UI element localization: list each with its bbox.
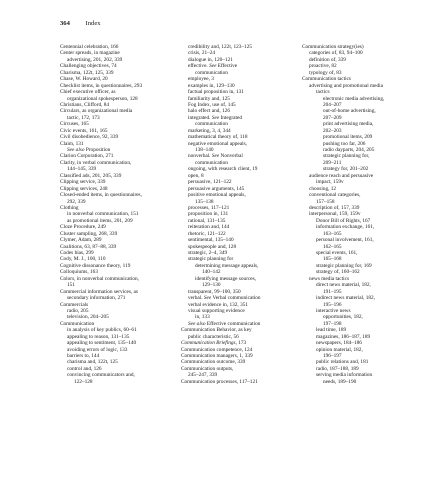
index-entry: determining message appeals, [195,262,259,269]
index-entry: 162–165 [323,243,342,250]
index-entry: Communication outcome, 339 [181,359,246,366]
index-entry: categories of, 83, 94–100 [309,50,363,57]
index-entry: Commercial information services, as [60,288,138,295]
index-entry: marketing, 3, 4, 344 [188,127,231,134]
index-entry: charisma and, 122t, 125 [67,359,118,366]
index-entry: interpersonal, 159, 159v [309,211,361,218]
index-entry: 122–128 [74,378,93,385]
index-entry: impact, 159v [316,179,344,186]
index-entry: dialogue in, 120–121 [188,56,233,63]
index-entry: strategy for, 201–202 [323,166,369,173]
index-entry: proposition in, 131 [188,211,229,218]
index-entry: Communication [60,320,95,327]
index-entry: electronic media advertising, [323,95,385,102]
index-entry: strategic planning for, 169 [316,262,372,269]
index-entry: 197–198 [323,320,342,327]
index-entry: public relations and, 181 [316,359,369,366]
index-entry: out-of-home advertising, [323,108,376,115]
index-entry: employee, 3 [188,76,214,83]
index-entry: Communication strategy(ies) [302,44,364,50]
index-entry: rhetoric, 121–122 [188,230,226,237]
index-entry: Communication tactics [302,76,351,83]
index-entry: Chief executive officer, as [60,89,116,96]
index-entry: Cluster sampling, 268, 339 [60,230,118,237]
index-entry: Clymer, Adam, 289 [60,237,102,244]
index-entry: advertising, 201, 202, 339 [67,56,123,63]
index-column-3 [302,44,420,385]
index-entry: indirect news material, 182, [316,295,375,302]
index-entry: communication [195,69,228,76]
index-entry: Closed-ended items, in questionnaires, [60,192,142,199]
index-entry: Coalitions, 63, 87–88, 339 [60,243,117,250]
index-entry: visual supporting evidence [188,307,245,314]
index-entry: 151 [67,282,75,289]
index-entry: Circuses, 165 [60,121,89,128]
index-entry: Classified ads, 201, 205, 339 [60,172,122,179]
index-entry: Clipping services, 248 [60,185,108,192]
index-entry: negative emotional appeals, [188,140,247,147]
index-entry: Civil disobedience, 92, 339 [60,134,119,141]
index-entry: processes, 117–121 [188,204,230,211]
index-entry: examples in, 129–130 [188,82,235,89]
index-entry: in nonverbal communication, 151 [67,211,139,218]
index-entry: Challenging objectives, 74 [60,63,117,70]
index-entry: in analysis of key publics, 60–61 [67,327,137,334]
index-entry: Commercials [60,301,89,308]
index-entry: Cloze Procedure, 249 [60,224,106,231]
index-entry: needs, 189–190 [323,378,357,385]
index-entry: Charisma, 122t, 125, 339 [60,69,114,76]
index-entry: Communication processes, 117–121 [181,378,258,385]
index-entry: communication [195,159,228,166]
index-entry: 140–142 [202,269,221,276]
index-entry: effective. See Effective [188,63,238,70]
index-entry: Chase, W. Howard, 20 [60,76,108,83]
index-entry: promotional items, 209 [323,134,373,141]
index-entry: 245–247, 339 [188,372,218,379]
running-title: Index [85,20,101,27]
index-entry: positive emotional appeals, [188,192,246,199]
index-entry: strategic planning for, [323,153,370,160]
index-entry: definition of, 339 [309,56,346,63]
index-entry: as promotional items, 201, 209 [67,217,133,224]
index-entry: 138–140 [195,147,214,153]
index-entry: spokespeople and, 128 [188,243,237,250]
index-entry: Clarity, in verbal communication, [60,159,132,166]
index-entry: transparent, 99–100, 350 [188,288,241,295]
index-entry: 144–145, 339 [67,166,97,173]
index-entry: proactive, 82 [309,63,337,70]
index-entry: strategy of, 160–162 [316,269,360,276]
index-entry: organizational spokesperson, 128 [67,95,138,102]
index-entry: barriers to, 144 [67,353,100,359]
index-entry: print advertising media, [323,121,374,128]
index-entry: special events, 161, [316,250,358,256]
index-entry: control and, 126 [67,365,102,372]
index-entry: direct news material, 182, [316,282,371,289]
index-entry: See also Proposition [67,147,111,153]
index-entry: open, 8 [188,172,204,179]
index-entry: Christians, Clifford, 84 [60,101,110,108]
index-entry: 207–209 [323,114,342,121]
index-entry: Civic events, 161, 165 [60,127,108,134]
index-entry: public characteristic, 56 [188,333,239,340]
index-entry: typology of, 83 [309,69,342,76]
index-entry: news media tactics [309,275,350,282]
index-entry: verbal. See Verbal communication [188,295,261,302]
index-entry: serving media information [316,372,373,379]
index-entry: description of, 157, 339 [309,204,360,211]
index-entry: 165–168 [323,256,342,263]
index-entry: reiteration and, 144 [188,224,230,231]
index-entry: halo effect and, 126 [188,108,230,115]
index-entry: magazines, 186–187, 189 [316,333,371,340]
index-entry: 202–203 [323,127,342,134]
index-entry: appealing to reason, 131–135 [67,333,130,340]
index-entry: tactic, 172, 173 [67,114,100,121]
index-entry: Circulars, as organizational media [60,108,133,115]
index-entry: appealing to sentiment, 135–140 [67,340,137,347]
index-entry: opinion material, 182, [316,346,363,353]
index-entry: 196–197 [323,353,342,359]
index-entry: Center spreads, in magazine [60,50,120,57]
index-entry: Communication Behavior, as key [181,327,252,334]
index-entry: Clothing [60,204,79,211]
index-entry: conventional categories, [309,192,361,199]
index-entry: persuasive, 121–122 [188,179,232,186]
index-entry: sentimental, 135–140 [188,237,234,244]
index-entry: tactics [316,89,330,96]
index-entry: credibility and, 122t, 123–125 [188,44,252,50]
index-entry: 157–158 [316,198,335,205]
index-entry: Colors, in nonverbal communication, [60,275,139,282]
index-entry: 204–207 [323,101,342,108]
index-entry: Checklist items, in questionnaires, 293 [60,82,143,89]
index-entry: pushing too far, 206 [323,140,366,147]
index-entry: Centennial celebration, 166 [60,44,119,50]
index-entry: radio, 187–188, 189 [316,365,359,372]
index-entry: interactive news [316,307,351,314]
index-entry: integrated. See Integrated [188,114,242,121]
index-entry: convincing communicators and, [67,372,135,379]
index-entry: Claim, 131 [60,140,84,147]
index-entry: factual proposition in, 131 [188,89,244,96]
index-entry: crisis, 21–24 [188,50,216,57]
index-entry: choosing, 12 [309,185,337,192]
index-entry: identifying message sources, [195,275,257,282]
index-entry: Fog Index, use of, 145 [188,101,236,108]
index-entry: communication [195,121,228,128]
index-entry: persuasive arguments, 145 [188,185,245,192]
index-entry: advertising and promotional media [309,82,383,89]
index-entry: Communication competence, 124 [181,346,253,353]
index-entry: See also Effective communication [188,320,261,327]
index-entry: Communication outputs, [181,365,234,372]
index-entry: radio dayparts, 204, 205 [323,147,375,153]
index-entry: secondary information, 271 [67,295,126,302]
index-entry: television, 204–205 [67,314,109,321]
index-entry: in, 133 [195,314,210,321]
index-entry: 292, 339 [67,198,86,205]
index-entry: Clarion Corporation, 271 [60,153,114,160]
page-header [60,20,101,27]
index-entry: 209–211 [323,159,342,166]
index-entry: audience reach and persuasive [309,172,374,179]
index-column-2 [181,44,299,385]
index-entry: strategic, 2–4, 349 [188,250,228,256]
index-entry: Communication managers, 1, 339 [181,353,253,359]
index-entry: Codes bias, 299 [60,250,94,256]
index-entry: newspapers, 184–186 [316,340,362,347]
index-entry: nonverbal. See Nonverbal [188,153,243,160]
index-entry: Clipping service, 339 [60,179,106,186]
index-entry: opportunities, 182, [323,314,363,321]
index-column-1 [60,44,178,385]
index-entry: personal involvement, 161, [316,237,374,244]
index-entry: radio, 205 [67,307,89,314]
index-entry: Donor Bill of Rights, 167 [316,217,371,224]
index-entry: 191–195 [323,288,342,295]
index-entry: 163–165 [323,230,342,237]
index-entry: 195–196 [323,301,342,308]
index-entry: ongoing, with research client, 19 [188,166,258,173]
index-entry: verbal evidence in, 132, 351 [188,301,249,308]
index-entry: lead time, 189 [316,327,347,334]
index-entry: Communication Briefings, 173 [181,340,247,347]
page-number: 364 [60,20,70,27]
index-entry: 129–130 [202,282,221,289]
index-entry: Cognitive dissonance theory, 119 [60,262,131,269]
index-entry: 135–138 [195,198,214,205]
index-entry: information exchange, 161, [316,224,375,231]
index-entry: familiarity and, 125 [188,95,230,102]
index-entry: mathematical theory of, 118 [188,134,248,141]
index-entry: Colloquiums, 163 [60,269,98,276]
index-entry: avoiding errors of logic, 133 [67,346,128,353]
index-entry: rational, 131–135 [188,217,226,224]
index-entry: Cody, M. J., 100, 110 [60,256,106,263]
index-entry: strategic planning for [188,256,234,263]
